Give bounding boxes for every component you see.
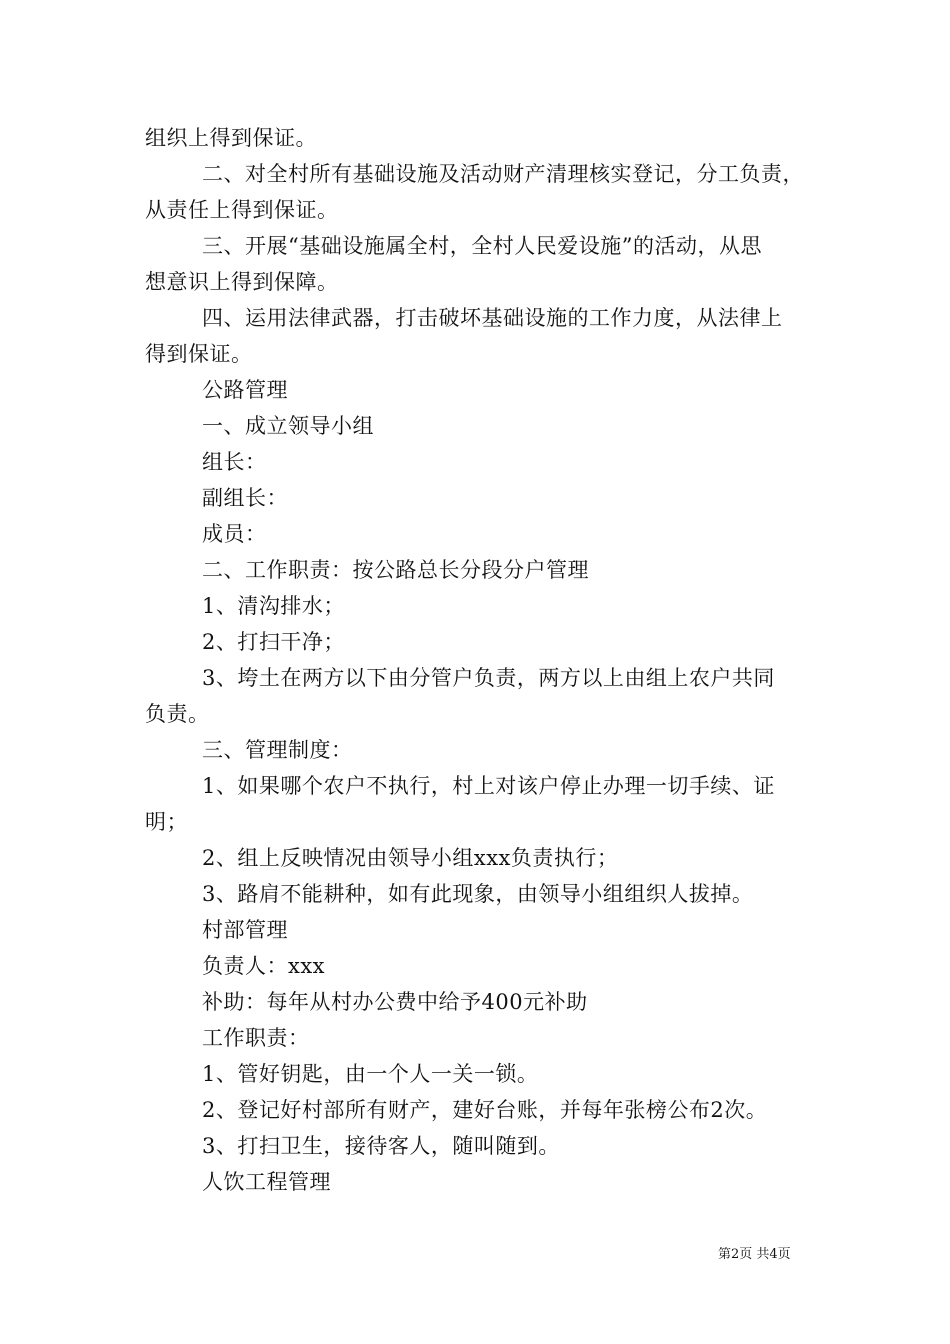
text-line: 1、如果哪个农户不执行，村上对该户停止办理一切手续、证	[202, 774, 775, 798]
text-line: 2、登记好村部所有财产，建好台账，并每年张榜公布2次。	[202, 1098, 768, 1122]
text-line: 二、对全村所有基础设施及活动财产清理核实登记，分工负责，	[202, 162, 804, 186]
text-line: 负责。	[145, 702, 210, 726]
text-line: 四、运用法律武器，打击破坏基础设施的工作力度，从法律上	[202, 306, 783, 330]
text-line: 从责任上得到保证。	[145, 198, 339, 222]
text-line: 得到保证。	[145, 342, 253, 366]
text-line: 负责人：xxx	[202, 954, 326, 978]
text-line: 2、组上反映情况由领导小组xxx负责执行；	[202, 846, 619, 870]
page-number-footer: 第2页 共4页	[718, 1247, 791, 1262]
section-heading-village: 村部管理	[202, 918, 288, 942]
document-body	[145, 120, 810, 1200]
text-line: 组织上得到保证。	[145, 126, 317, 150]
text-line: 一、成立领导小组	[202, 414, 374, 438]
text-line: 明；	[145, 810, 188, 834]
text-line: 1、清沟排水；	[202, 594, 345, 618]
text-line: 组长：	[202, 450, 267, 474]
text-line: 3、垮土在两方以下由分管户负责，两方以上由组上农户共同	[202, 666, 775, 690]
text-line: 成员：	[202, 522, 267, 546]
text-line: 2、打扫干净；	[202, 630, 345, 654]
text-line: 补助：每年从村办公费中给予400元补助	[202, 990, 588, 1014]
text-line: 3、路肩不能耕种，如有此现象，由领导小组组织人拔掉。	[202, 882, 754, 906]
text-line: 三、管理制度：	[202, 738, 353, 762]
section-heading-water: 人饮工程管理	[202, 1170, 331, 1194]
text-line: 副组长：	[202, 486, 288, 510]
text-line: 想意识上得到保障。	[145, 270, 339, 294]
text-line: 1、管好钥匙，由一个人一关一锁。	[202, 1062, 539, 1086]
text-line: 3、打扫卫生，接待客人，随叫随到。	[202, 1134, 560, 1158]
text-line: 三、开展“基础设施属全村，全村人民爱设施”的活动，从思	[202, 234, 762, 258]
text-line: 工作职责：	[202, 1026, 310, 1050]
text-line: 二、工作职责：按公路总长分段分户管理	[202, 558, 589, 582]
section-heading-road: 公路管理	[202, 378, 288, 402]
